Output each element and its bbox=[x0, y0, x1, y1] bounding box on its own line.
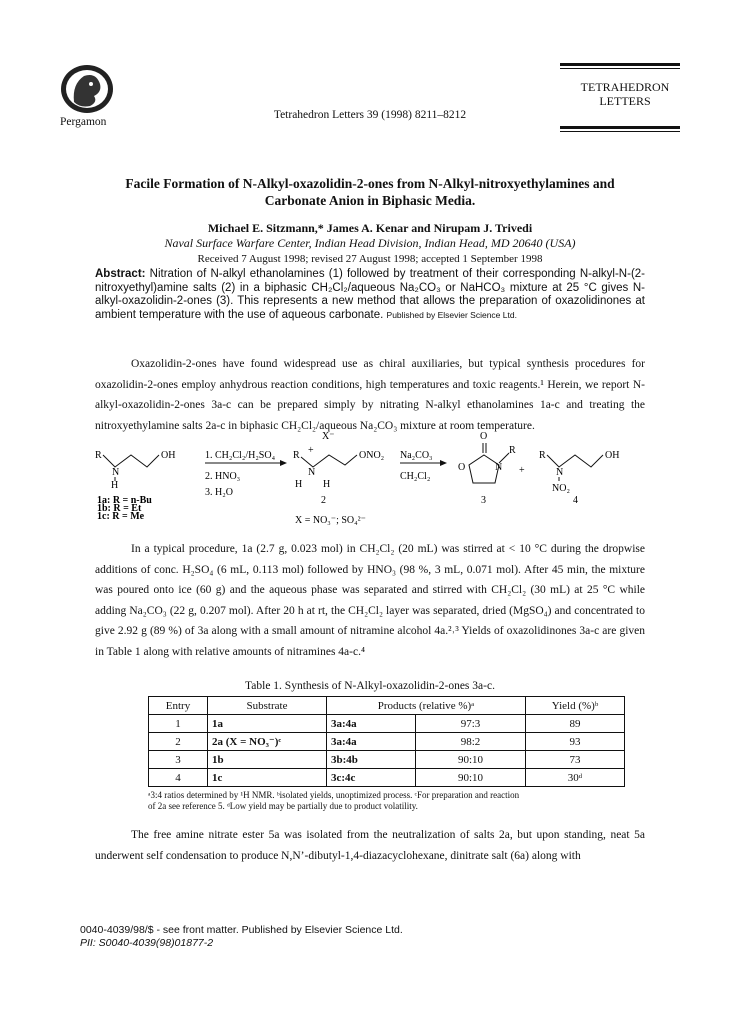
received-dates: Received 7 August 1998; revised 27 August 1998; accepted 1 September 1998 bbox=[197, 253, 543, 265]
reagent-step3: 3. H₂O bbox=[205, 487, 233, 498]
col-substrate: Substrate bbox=[208, 697, 327, 715]
cell-entry: 1 bbox=[149, 715, 208, 733]
cell-substrate: 1a bbox=[208, 715, 327, 733]
carbonyl-o: O bbox=[480, 431, 488, 442]
x-counterion: X⁻ bbox=[322, 431, 335, 442]
cell-yield: 93 bbox=[526, 733, 625, 751]
reaction-scheme bbox=[95, 425, 655, 530]
pergamon-logo-icon bbox=[58, 62, 116, 116]
cell-entry: 3 bbox=[149, 751, 208, 769]
r-group-1: R bbox=[95, 450, 102, 461]
cell-substrate: 1b bbox=[208, 751, 327, 769]
table-row bbox=[149, 751, 625, 769]
affiliation: Naval Surface Warfare Center, Indian Head Division, Indian Head, MD 20640 (USA) bbox=[164, 236, 576, 250]
citation: Tetrahedron Letters 39 (1998) 8211–8212 bbox=[273, 109, 467, 121]
page-footer bbox=[80, 924, 403, 950]
reagent-step1: 1. CH₂Cl₂/H₂SO₄ bbox=[205, 450, 276, 461]
abstract-text: Nitration of N-alkyl ethanolamines (1) followed by treatment of their corresponding N-alkyl-N-(2-nitroxyethyl)amine salts (2) in a biphasic CH₂Cl₂/aqueous Na₂CO₃ or NaHCO₃ mixture at 25 °C gives N-alkyl-oxazolidin-2-ones (3). This represents a new method that allows the preparation of oxazolidinones at ambient temperature with the use of aqueous carbonate. bbox=[95, 268, 645, 321]
reagent-step2: 2. HNO₃ bbox=[205, 471, 241, 482]
label-3: 3 bbox=[481, 495, 486, 506]
title-line2: Carbonate Anion in Biphasic Media. bbox=[264, 193, 476, 208]
scheme-drawing bbox=[95, 425, 655, 525]
n-atom-4: N bbox=[556, 467, 564, 478]
plus-sign: + bbox=[519, 465, 525, 476]
paragraph-intro: Oxazolidin-2-ones have found widespread use as chiral auxiliaries, but typical synthesis procedures for oxazolidin-2-ones employ anhydrous reaction conditions, high temperatures and toxic reagents.¹ Herein, we report N-alkyl-oxazolidin-2-ones 3a-c can be prepared simply by nitrating N-alkyl ethanolamines 1a-c and treating the nitroxyethylamine salts 2a-c in biphasic CH₂Cl₂/aqueous Na₂CO₃ mixture at room temperature. bbox=[95, 358, 645, 432]
col-entry: Entry bbox=[149, 697, 208, 715]
cell-yield: 89 bbox=[526, 715, 625, 733]
counterion-def: X = NO₃⁻; SO₄²⁻ bbox=[295, 515, 366, 525]
r-group-2: R bbox=[293, 450, 300, 461]
cell-product-pair: 3a:4a bbox=[327, 733, 416, 751]
r-def-1a: 1a: R = n-Bu bbox=[97, 495, 152, 506]
top-rule-thin bbox=[560, 68, 680, 69]
paragraph-free-amine: The free amine nitrate ester 5a was isolated from the neutralization of salts 2a, but upon standing, neat 5a underwent self condensation to produce N,N’-dibutyl-1,4-diazacyclohexane, dinitrate salt (6a) along with bbox=[95, 829, 645, 862]
cell-yield: 30ᵈ bbox=[526, 769, 625, 787]
r-def-1b: 1b: R = Et bbox=[97, 503, 142, 514]
authors: Michael E. Sitzmann,* James A. Kenar and Nirupam J. Trivedi bbox=[207, 221, 533, 235]
n-atom-1: N bbox=[112, 467, 120, 478]
journal-line1: TETRAHEDRON bbox=[580, 80, 670, 94]
abstract bbox=[95, 268, 645, 322]
footer-copyright: 0040-4039/98/$ - see front matter. Published by Elsevier Science Ltd. bbox=[80, 924, 403, 936]
table-row bbox=[149, 715, 625, 733]
col-yield: Yield (%)ᵇ bbox=[526, 697, 625, 715]
cell-yield: 73 bbox=[526, 751, 625, 769]
journal-name bbox=[570, 80, 680, 108]
article-title bbox=[90, 175, 650, 209]
ono2-group: ONO₂ bbox=[359, 450, 385, 461]
reagent-base: Na₂CO₃ bbox=[400, 450, 433, 461]
footer-pii: PII: S0040-4039(98)01877-2 bbox=[80, 937, 214, 949]
table-row bbox=[149, 769, 625, 787]
publisher-name: Pergamon bbox=[60, 116, 107, 128]
footnote-line2: of 2a see reference 5. ᵈLow yield may be partially due to product volatility. bbox=[148, 801, 418, 811]
r-def-1c: 1c: R = Me bbox=[97, 511, 145, 522]
plus-charge: + bbox=[308, 445, 314, 456]
cell-ratio: 90:10 bbox=[416, 769, 526, 787]
abstract-publisher: Published by Elsevier Science Ltd. bbox=[386, 309, 517, 320]
cell-entry: 2 bbox=[149, 733, 208, 751]
r-group-4: R bbox=[539, 450, 546, 461]
h-atom-1: H bbox=[111, 480, 119, 491]
journal-line2: LETTERS bbox=[599, 94, 651, 108]
paragraph-procedure: In a typical procedure, 1a (2.7 g, 0.023 mol) in CH₂Cl₂ (20 mL) was stirred at < 10 °C during the dropwise additions of conc. H₂SO₄ (6 mL, 0.113 mol) followed by HNO₃ (98 %, 3 mL, 0.071 mol). After 45 min, the mixture was poured onto ice (60 g) and the aqueous phase was separated and stirred with CH₂Cl₂ (30 mL) at 25 °C while adding Na₂CO₃ (22 g, 0.207 mol). After 20 h at rt, the CH₂Cl₂ layer was separated, dried (MgSO₄) and concentrated to give 2.92 g (89 %) of 3a along with a small amount of nitramine alcohol 4a.²˒³ Yields of oxazolidinones 3a-c are given in Table 1 along with relative amounts of nitramines 4a-c.⁴ bbox=[95, 543, 645, 658]
abstract-label: Abstract: bbox=[95, 268, 146, 280]
cell-ratio: 98:2 bbox=[416, 733, 526, 751]
cell-product-pair: 3a:4a bbox=[327, 715, 416, 733]
table-caption: Table 1. Synthesis of N-Alkyl-oxazolidin-2-ones 3a-c. bbox=[245, 680, 495, 692]
results-table bbox=[148, 696, 625, 787]
table-row bbox=[149, 733, 625, 751]
oh-group-1: OH bbox=[161, 450, 176, 461]
h-atom-2b: H bbox=[323, 479, 331, 490]
journal-rule-thin bbox=[560, 131, 680, 132]
no2-group: NO₂ bbox=[552, 483, 570, 494]
table-footnotes bbox=[148, 790, 608, 812]
n-atom-2: N bbox=[308, 467, 316, 478]
journal-rule bbox=[560, 126, 680, 129]
ring-n: N bbox=[495, 462, 503, 473]
label-2: 2 bbox=[321, 495, 326, 506]
label-4: 4 bbox=[573, 495, 578, 506]
reagent-solvent: CH₂Cl₂ bbox=[400, 471, 431, 482]
cell-entry: 4 bbox=[149, 769, 208, 787]
table-header-row bbox=[149, 697, 625, 715]
cell-ratio: 90:10 bbox=[416, 751, 526, 769]
cell-product-pair: 3c:4c bbox=[327, 769, 416, 787]
cell-product-pair: 3b:4b bbox=[327, 751, 416, 769]
cell-ratio: 97:3 bbox=[416, 715, 526, 733]
oh-group-4: OH bbox=[605, 450, 620, 461]
cell-substrate: 1c bbox=[208, 769, 327, 787]
col-products: Products (relative %)ᵃ bbox=[327, 697, 526, 715]
top-rule bbox=[560, 63, 680, 66]
cell-substrate: 2a (X = NO₃⁻)ᶜ bbox=[208, 733, 327, 751]
h-atom-2a: H bbox=[295, 479, 303, 490]
footnote-line1: ᵃ3:4 ratios determined by ¹H NMR. ᵇisolated yields, unoptimized process. ᶜFor preparation and reaction bbox=[148, 790, 520, 800]
title-line1: Facile Formation of N-Alkyl-oxazolidin-2-ones from N-Alkyl-nitroxyethylamines and bbox=[125, 176, 615, 191]
ring-o: O bbox=[458, 462, 466, 473]
r-group-3: R bbox=[509, 445, 516, 456]
